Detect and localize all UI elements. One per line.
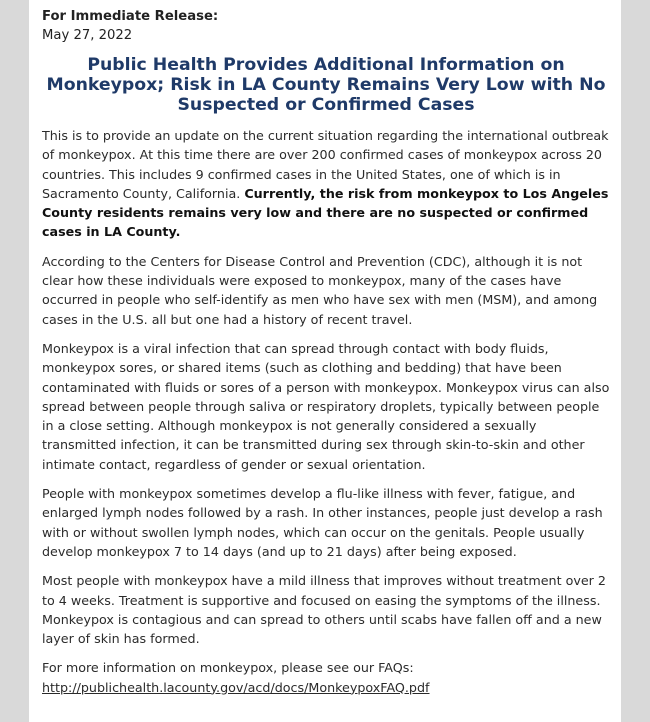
paragraph-more-info: [42, 658, 610, 697]
paragraph-symptoms: People with monkeypox sometimes develop a flu-like illness with fever, fatigue, and enlarged lymph nodes followed by a rash. In other instances, people just develop a rash with or without swollen lymph nodes, which can occur on the genitals. People usually develop monkeypox 7 to 14 days (and up to 21 days) after being exposed.: [42, 486, 603, 559]
press-release-body: [29, 0, 621, 697]
paragraph-treatment: Most people with monkeypox have a mild illness that improves without treatment over 2 to 4 weeks. Treatment is supportive and focused on easing the symptoms of the illness. Monkeypox is contagious and can spread to others until scabs have fallen off and a new layer of skin has formed.: [42, 573, 606, 647]
faq-link[interactable]: http://publichealth.lacounty.gov/acd/docs/MonkeypoxFAQ.pdf: [42, 679, 430, 695]
more-info-text: For more information on monkeypox, please see our FAQs:: [42, 660, 414, 676]
paragraph-intro-text: This is to provide an update on the current situation regarding the international outbreak of monkeypox. At this time there are over 200 confirmed cases of monkeypox across 20 countries. This includes 9 confirmed cases in the United States, one of which is in Sacramento County, California.: [42, 128, 609, 201]
headline: Public Health Provides Additional Information on Monkeypox; Risk in LA County Remains Very Low with No Suspected or Confirmed Cases: [46, 55, 606, 115]
press-release-page: [29, 0, 621, 722]
paragraph-transmission: Monkeypox is a viral infection that can spread through contact with body fluids, monkeypox sores, or shared items (such as clothing and bedding) that have been contaminated with fluids or sores of a person with monkeypox. Monkeypox virus can also spread between people through saliva or respiratory droplets, typically between people in a close setting. Although monkeypox is not generally considered a sexually transmitted infection, it can be transmitted during sex through skin-to-skin and other intimate contact, regardless of gender or sexual orientation.: [42, 340, 610, 472]
paragraph-intro-bold: Currently, the risk from monkeypox to Los Angeles County residents remains very low and there are no suspected or confirmed cases in LA County.: [42, 185, 609, 240]
paragraph-intro: [42, 126, 610, 242]
paragraph-cdc: According to the Centers for Disease Control and Prevention (CDC), although it is not clear how these individuals were exposed to monkeypox, many of the cases have occurred in people who self-identify as men who have sex with men (MSM), and among cases in the U.S. all but one had a history of recent travel.: [42, 253, 598, 327]
release-date: May 27, 2022: [42, 28, 133, 43]
release-label: For Immediate Release:: [42, 9, 219, 24]
